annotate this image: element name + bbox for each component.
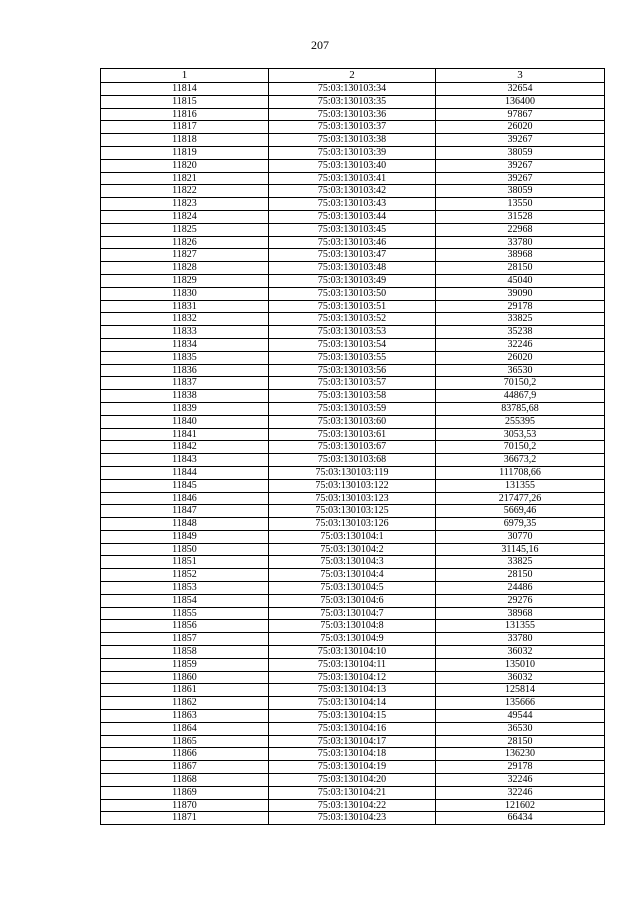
- cadastral-number-cell: 75:03:130103:68: [269, 454, 436, 467]
- row-number-cell: 11814: [101, 83, 269, 96]
- cadastral-number-cell: 75:03:130103:36: [269, 108, 436, 121]
- value-cell: 30770: [436, 530, 605, 543]
- row-number-cell: 11817: [101, 121, 269, 134]
- row-number-cell: 11835: [101, 351, 269, 364]
- cadastral-number-cell: 75:03:130103:43: [269, 198, 436, 211]
- row-number-cell: 11858: [101, 646, 269, 659]
- cadastral-number-cell: 75:03:130103:46: [269, 236, 436, 249]
- cadastral-number-cell: 75:03:130103:41: [269, 172, 436, 185]
- table-body: [101, 83, 605, 825]
- cadastral-number-cell: 75:03:130104:20: [269, 774, 436, 787]
- cadastral-number-cell: 75:03:130104:15: [269, 710, 436, 723]
- row-number-cell: 11824: [101, 210, 269, 223]
- cadastral-number-cell: 75:03:130103:57: [269, 377, 436, 390]
- row-number-cell: 11871: [101, 812, 269, 825]
- value-cell: 33825: [436, 313, 605, 326]
- cadastral-number-cell: 75:03:130104:11: [269, 658, 436, 671]
- row-number-cell: 11837: [101, 377, 269, 390]
- row-number-cell: 11870: [101, 799, 269, 812]
- cadastral-number-cell: 75:03:130103:122: [269, 479, 436, 492]
- table-row: [101, 466, 605, 479]
- value-cell: 31528: [436, 210, 605, 223]
- table-row: [101, 594, 605, 607]
- row-number-cell: 11864: [101, 722, 269, 735]
- row-number-cell: 11854: [101, 594, 269, 607]
- row-number-cell: 11845: [101, 479, 269, 492]
- value-cell: 131355: [436, 479, 605, 492]
- value-cell: 31145,16: [436, 543, 605, 556]
- table-row: [101, 338, 605, 351]
- value-cell: 136400: [436, 95, 605, 108]
- row-number-cell: 11827: [101, 249, 269, 262]
- table-row: [101, 518, 605, 531]
- cadastral-number-cell: 75:03:130103:38: [269, 134, 436, 147]
- value-cell: 28150: [436, 262, 605, 275]
- table-row: [101, 633, 605, 646]
- table-row: [101, 108, 605, 121]
- header-row: [101, 69, 605, 83]
- value-cell: 3053,53: [436, 428, 605, 441]
- table-row: [101, 134, 605, 147]
- cadastral-number-cell: 75:03:130104:14: [269, 697, 436, 710]
- header-col-2: 2: [269, 69, 436, 83]
- cadastral-number-cell: 75:03:130103:51: [269, 300, 436, 313]
- row-number-cell: 11853: [101, 582, 269, 595]
- value-cell: 36530: [436, 364, 605, 377]
- table-row: [101, 198, 605, 211]
- header-col-3: 3: [436, 69, 605, 83]
- row-number-cell: 11849: [101, 530, 269, 543]
- row-number-cell: 11822: [101, 185, 269, 198]
- table-row: [101, 556, 605, 569]
- cadastral-number-cell: 75:03:130103:53: [269, 326, 436, 339]
- value-cell: 26020: [436, 121, 605, 134]
- cadastral-number-cell: 75:03:130104:1: [269, 530, 436, 543]
- table-row: [101, 159, 605, 172]
- cadastral-number-cell: 75:03:130104:21: [269, 786, 436, 799]
- table-row: [101, 684, 605, 697]
- row-number-cell: 11839: [101, 402, 269, 415]
- value-cell: 38968: [436, 249, 605, 262]
- table-row: [101, 249, 605, 262]
- value-cell: 135666: [436, 697, 605, 710]
- table-row: [101, 722, 605, 735]
- table-row: [101, 172, 605, 185]
- value-cell: 38059: [436, 185, 605, 198]
- table-row: [101, 761, 605, 774]
- table-row: [101, 735, 605, 748]
- row-number-cell: 11831: [101, 300, 269, 313]
- table-row: [101, 223, 605, 236]
- table-row: [101, 479, 605, 492]
- table-row: [101, 390, 605, 403]
- value-cell: 49544: [436, 710, 605, 723]
- header-col-1: 1: [101, 69, 269, 83]
- cadastral-number-cell: 75:03:130103:35: [269, 95, 436, 108]
- table-row: [101, 774, 605, 787]
- page-number: 207: [311, 38, 329, 52]
- cadastral-number-cell: 75:03:130103:52: [269, 313, 436, 326]
- value-cell: 39090: [436, 287, 605, 300]
- value-cell: 28150: [436, 735, 605, 748]
- cadastral-number-cell: 75:03:130103:34: [269, 83, 436, 96]
- table-row: [101, 377, 605, 390]
- value-cell: 255395: [436, 415, 605, 428]
- table-row: [101, 274, 605, 287]
- value-cell: 26020: [436, 351, 605, 364]
- cadastral-number-cell: 75:03:130103:50: [269, 287, 436, 300]
- row-number-cell: 11865: [101, 735, 269, 748]
- value-cell: 22968: [436, 223, 605, 236]
- table-row: [101, 646, 605, 659]
- row-number-cell: 11819: [101, 146, 269, 159]
- table-row: [101, 812, 605, 825]
- row-number-cell: 11834: [101, 338, 269, 351]
- row-number-cell: 11823: [101, 198, 269, 211]
- cadastral-number-cell: 75:03:130103:59: [269, 402, 436, 415]
- value-cell: 39267: [436, 172, 605, 185]
- value-cell: 136230: [436, 748, 605, 761]
- value-cell: 33825: [436, 556, 605, 569]
- cadastral-number-cell: 75:03:130103:56: [269, 364, 436, 377]
- cadastral-number-cell: 75:03:130104:19: [269, 761, 436, 774]
- table-row: [101, 300, 605, 313]
- cadastral-number-cell: 75:03:130103:47: [269, 249, 436, 262]
- value-cell: 32246: [436, 786, 605, 799]
- row-number-cell: 11857: [101, 633, 269, 646]
- table-row: [101, 95, 605, 108]
- value-cell: 38059: [436, 146, 605, 159]
- row-number-cell: 11821: [101, 172, 269, 185]
- cadastral-number-cell: 75:03:130104:13: [269, 684, 436, 697]
- row-number-cell: 11863: [101, 710, 269, 723]
- table-row: [101, 326, 605, 339]
- cadastral-number-cell: 75:03:130104:2: [269, 543, 436, 556]
- table-row: [101, 530, 605, 543]
- cadastral-number-cell: 75:03:130104:16: [269, 722, 436, 735]
- cadastral-number-cell: 75:03:130103:49: [269, 274, 436, 287]
- value-cell: 39267: [436, 159, 605, 172]
- row-number-cell: 11815: [101, 95, 269, 108]
- value-cell: 66434: [436, 812, 605, 825]
- value-cell: 36673,2: [436, 454, 605, 467]
- table-row: [101, 185, 605, 198]
- row-number-cell: 11825: [101, 223, 269, 236]
- value-cell: 29276: [436, 594, 605, 607]
- table-row: [101, 210, 605, 223]
- row-number-cell: 11830: [101, 287, 269, 300]
- table-row: [101, 505, 605, 518]
- value-cell: 32246: [436, 338, 605, 351]
- table-row: [101, 799, 605, 812]
- row-number-cell: 11868: [101, 774, 269, 787]
- row-number-cell: 11833: [101, 326, 269, 339]
- row-number-cell: 11842: [101, 441, 269, 454]
- cadastral-number-cell: 75:03:130104:7: [269, 607, 436, 620]
- row-number-cell: 11838: [101, 390, 269, 403]
- cadastral-number-cell: 75:03:130104:9: [269, 633, 436, 646]
- row-number-cell: 11826: [101, 236, 269, 249]
- value-cell: 29178: [436, 761, 605, 774]
- row-number-cell: 11832: [101, 313, 269, 326]
- row-number-cell: 11840: [101, 415, 269, 428]
- table-row: [101, 658, 605, 671]
- row-number-cell: 11829: [101, 274, 269, 287]
- cadastral-number-cell: 75:03:130104:10: [269, 646, 436, 659]
- value-cell: 111708,66: [436, 466, 605, 479]
- cadastral-number-cell: 75:03:130104:22: [269, 799, 436, 812]
- row-number-cell: 11818: [101, 134, 269, 147]
- value-cell: 5669,46: [436, 505, 605, 518]
- cadastral-number-cell: 75:03:130103:61: [269, 428, 436, 441]
- value-cell: 125814: [436, 684, 605, 697]
- value-cell: 35238: [436, 326, 605, 339]
- cadastral-number-cell: 75:03:130103:48: [269, 262, 436, 275]
- row-number-cell: 11852: [101, 569, 269, 582]
- cadastral-number-cell: 75:03:130103:67: [269, 441, 436, 454]
- value-cell: 131355: [436, 620, 605, 633]
- value-cell: 36032: [436, 671, 605, 684]
- table-row: [101, 121, 605, 134]
- cadastral-number-cell: 75:03:130103:45: [269, 223, 436, 236]
- value-cell: 39267: [436, 134, 605, 147]
- cadastral-number-cell: 75:03:130104:8: [269, 620, 436, 633]
- table-row: [101, 620, 605, 633]
- row-number-cell: 11816: [101, 108, 269, 121]
- cadastral-number-cell: 75:03:130103:44: [269, 210, 436, 223]
- value-cell: 135010: [436, 658, 605, 671]
- value-cell: 6979,35: [436, 518, 605, 531]
- value-cell: 97867: [436, 108, 605, 121]
- table-row: [101, 543, 605, 556]
- table-row: [101, 582, 605, 595]
- value-cell: 217477,26: [436, 492, 605, 505]
- value-cell: 33780: [436, 236, 605, 249]
- table-row: [101, 402, 605, 415]
- value-cell: 24486: [436, 582, 605, 595]
- row-number-cell: 11867: [101, 761, 269, 774]
- table-row: [101, 671, 605, 684]
- table-row: [101, 607, 605, 620]
- table-row: [101, 415, 605, 428]
- table-row: [101, 428, 605, 441]
- table-row: [101, 710, 605, 723]
- row-number-cell: 11855: [101, 607, 269, 620]
- value-cell: 70150,2: [436, 377, 605, 390]
- cadastral-number-cell: 75:03:130103:119: [269, 466, 436, 479]
- cadastral-number-cell: 75:03:130103:55: [269, 351, 436, 364]
- table-row: [101, 569, 605, 582]
- row-number-cell: 11866: [101, 748, 269, 761]
- cadastral-number-cell: 75:03:130103:42: [269, 185, 436, 198]
- table-header: [101, 69, 605, 83]
- table-row: [101, 287, 605, 300]
- row-number-cell: 11847: [101, 505, 269, 518]
- value-cell: 83785,68: [436, 402, 605, 415]
- value-cell: 36032: [436, 646, 605, 659]
- cadastral-number-cell: 75:03:130103:123: [269, 492, 436, 505]
- value-cell: 38968: [436, 607, 605, 620]
- table-row: [101, 697, 605, 710]
- table-row: [101, 83, 605, 96]
- table-row: [101, 786, 605, 799]
- table-row: [101, 441, 605, 454]
- value-cell: 44867,9: [436, 390, 605, 403]
- cadastral-number-cell: 75:03:130103:40: [269, 159, 436, 172]
- value-cell: 121602: [436, 799, 605, 812]
- row-number-cell: 11869: [101, 786, 269, 799]
- cadastral-number-cell: 75:03:130103:60: [269, 415, 436, 428]
- table-row: [101, 748, 605, 761]
- table-row: [101, 454, 605, 467]
- table-row: [101, 262, 605, 275]
- row-number-cell: 11846: [101, 492, 269, 505]
- row-number-cell: 11836: [101, 364, 269, 377]
- row-number-cell: 11848: [101, 518, 269, 531]
- cadastral-number-cell: 75:03:130104:5: [269, 582, 436, 595]
- row-number-cell: 11841: [101, 428, 269, 441]
- table-row: [101, 351, 605, 364]
- value-cell: 33780: [436, 633, 605, 646]
- cadastral-number-cell: 75:03:130104:6: [269, 594, 436, 607]
- cadastral-number-cell: 75:03:130103:125: [269, 505, 436, 518]
- cadastral-number-cell: 75:03:130104:17: [269, 735, 436, 748]
- table-row: [101, 146, 605, 159]
- cadastral-number-cell: 75:03:130104:3: [269, 556, 436, 569]
- value-cell: 28150: [436, 569, 605, 582]
- row-number-cell: 11820: [101, 159, 269, 172]
- cadastral-number-cell: 75:03:130103:58: [269, 390, 436, 403]
- table-row: [101, 364, 605, 377]
- table-row: [101, 236, 605, 249]
- value-cell: 32654: [436, 83, 605, 96]
- row-number-cell: 11862: [101, 697, 269, 710]
- cadastral-table: [100, 68, 605, 825]
- cadastral-number-cell: 75:03:130103:54: [269, 338, 436, 351]
- row-number-cell: 11850: [101, 543, 269, 556]
- row-number-cell: 11843: [101, 454, 269, 467]
- cadastral-number-cell: 75:03:130104:4: [269, 569, 436, 582]
- value-cell: 32246: [436, 774, 605, 787]
- row-number-cell: 11851: [101, 556, 269, 569]
- row-number-cell: 11859: [101, 658, 269, 671]
- table-row: [101, 313, 605, 326]
- row-number-cell: 11828: [101, 262, 269, 275]
- cadastral-number-cell: 75:03:130104:18: [269, 748, 436, 761]
- value-cell: 29178: [436, 300, 605, 313]
- value-cell: 13550: [436, 198, 605, 211]
- row-number-cell: 11856: [101, 620, 269, 633]
- value-cell: 45040: [436, 274, 605, 287]
- row-number-cell: 11844: [101, 466, 269, 479]
- value-cell: 70150,2: [436, 441, 605, 454]
- value-cell: 36530: [436, 722, 605, 735]
- table-row: [101, 492, 605, 505]
- row-number-cell: 11860: [101, 671, 269, 684]
- cadastral-number-cell: 75:03:130104:23: [269, 812, 436, 825]
- cadastral-number-cell: 75:03:130103:39: [269, 146, 436, 159]
- cadastral-number-cell: 75:03:130104:12: [269, 671, 436, 684]
- cadastral-number-cell: 75:03:130103:126: [269, 518, 436, 531]
- row-number-cell: 11861: [101, 684, 269, 697]
- cadastral-number-cell: 75:03:130103:37: [269, 121, 436, 134]
